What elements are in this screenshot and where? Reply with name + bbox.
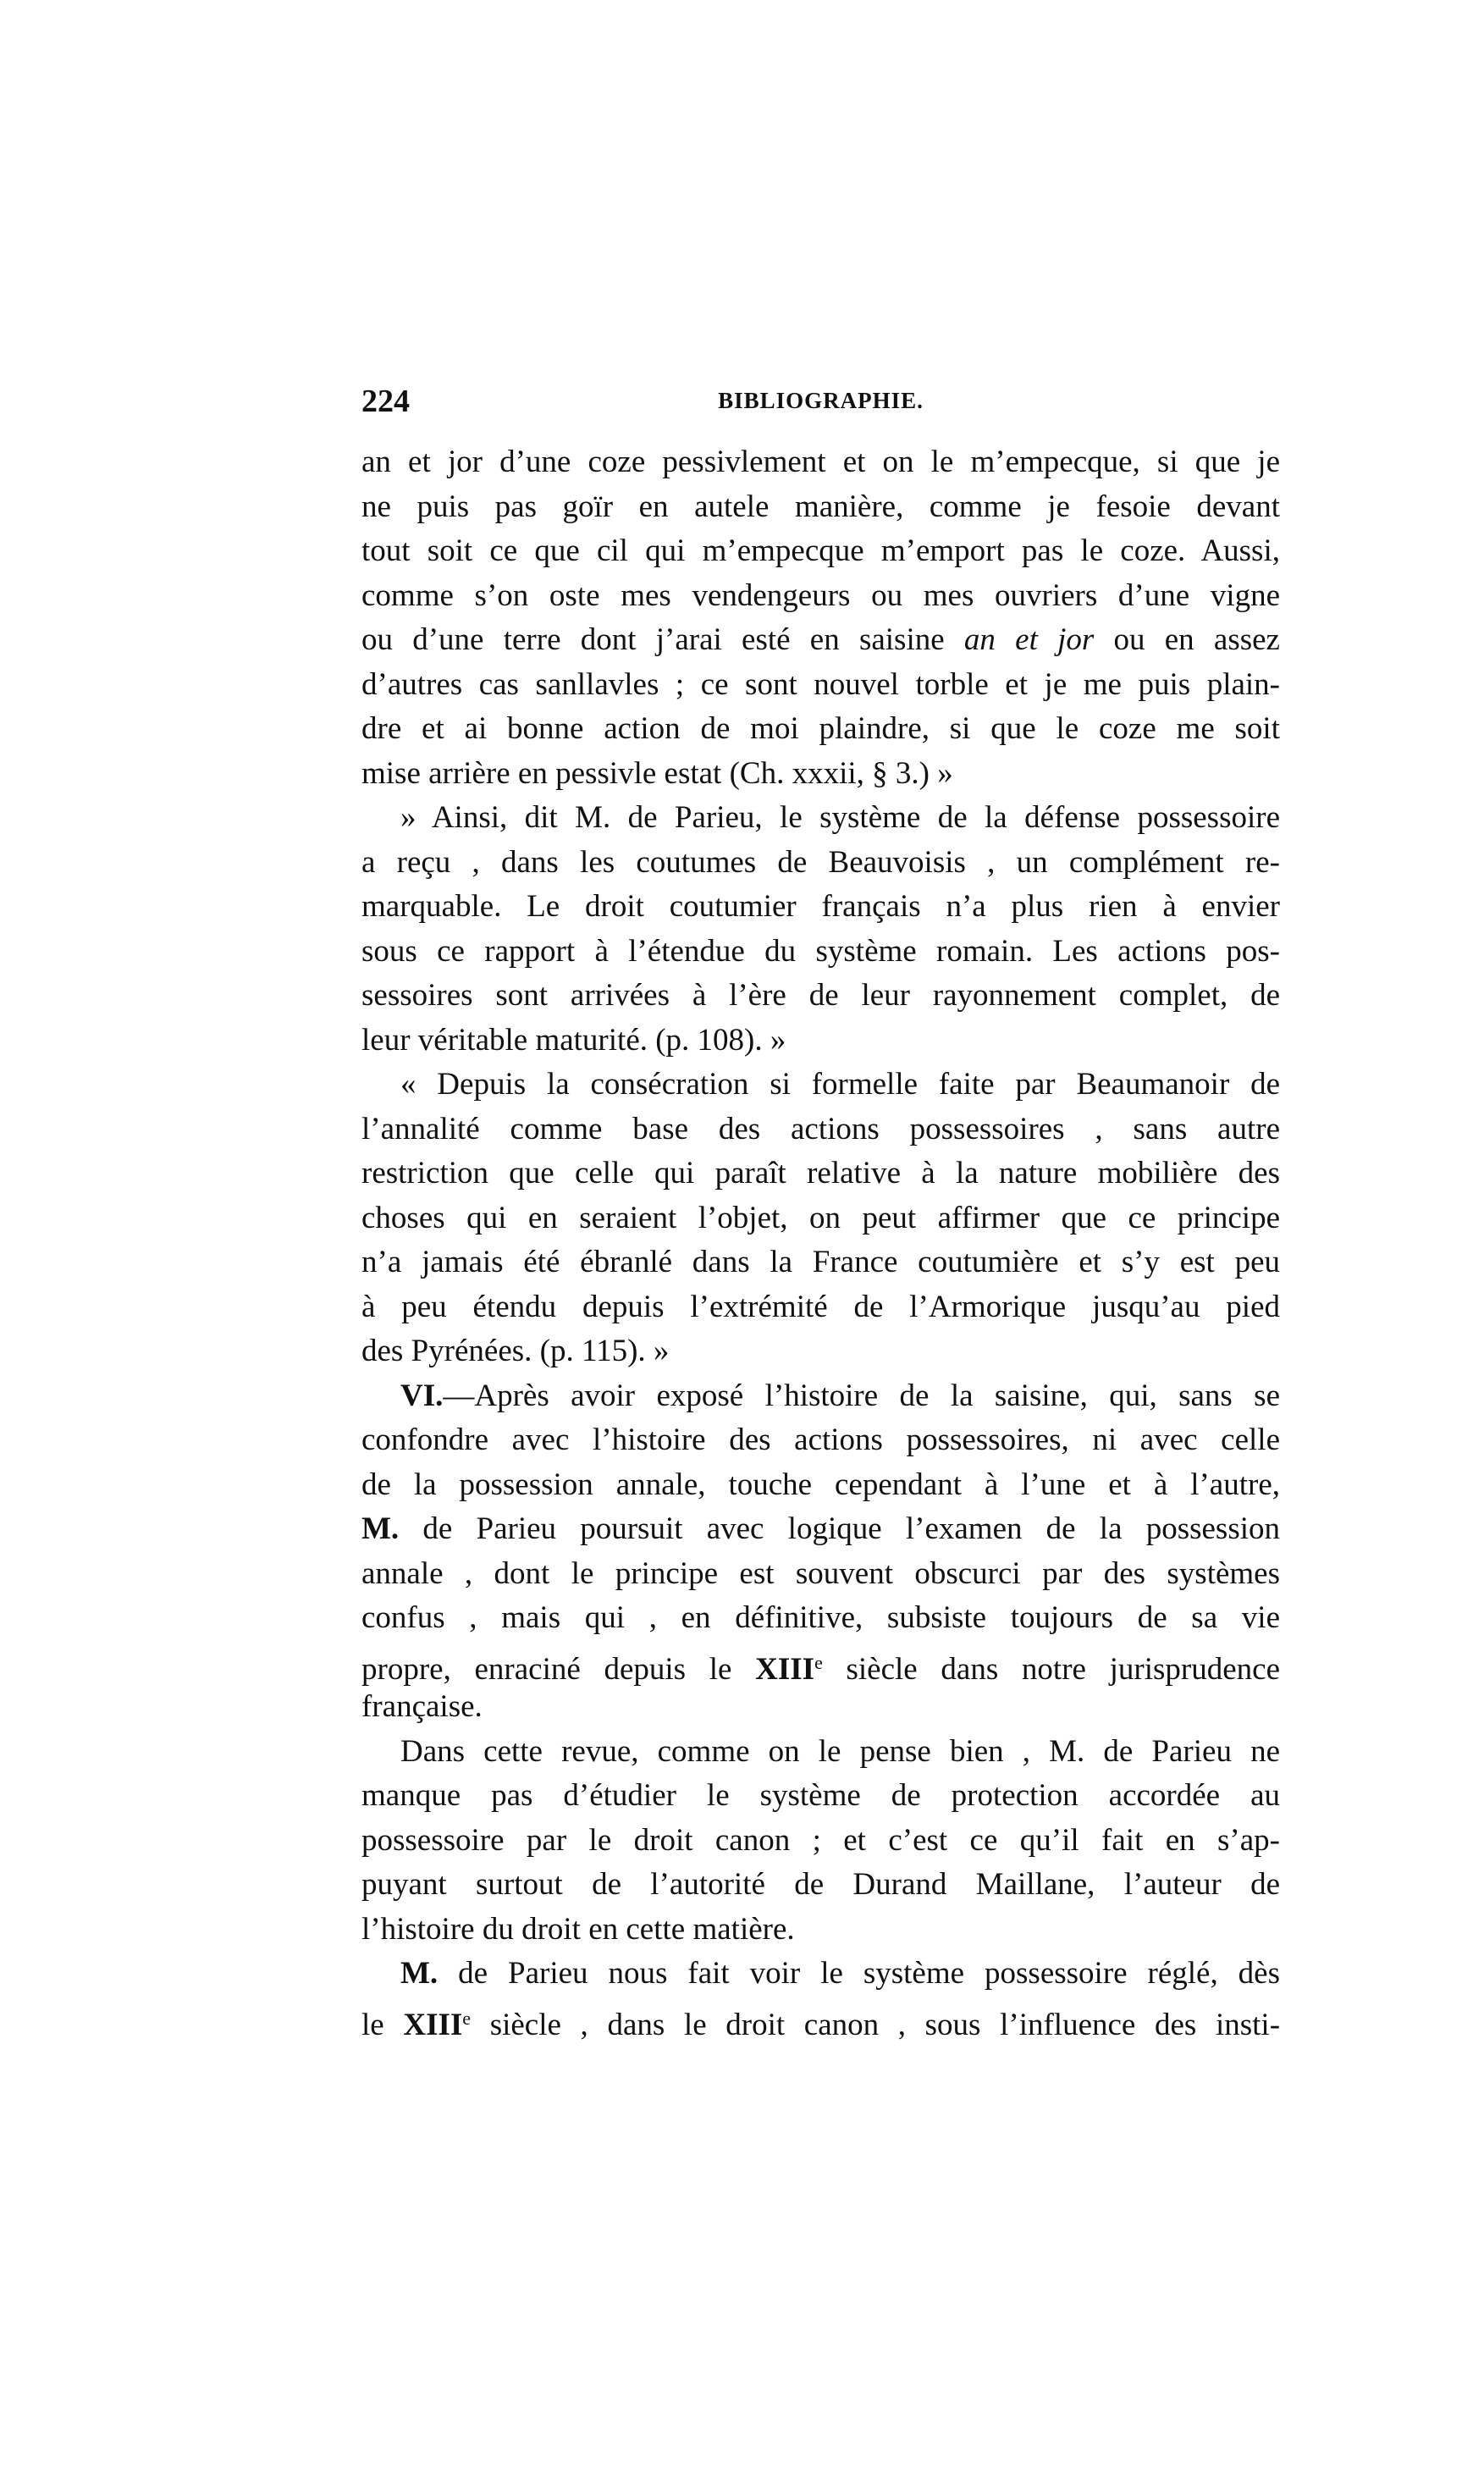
page-header [361, 383, 1280, 425]
text-segment: XIII [403, 2007, 463, 2042]
text-line [361, 930, 1280, 975]
text-segment: choses qui en seraient l’objet, on peut affirmer que ce principe [361, 1200, 1280, 1235]
text-segment: M. [361, 1511, 400, 1546]
text-line [361, 529, 1280, 574]
text-line [361, 1463, 1280, 1508]
text-segment: d’autres cas sanllavles ; ce sont nouvel torble et je me puis plain- [361, 666, 1280, 702]
page-number: 224 [361, 384, 410, 419]
text-line [361, 1685, 1280, 1730]
text-segment: an et jor [963, 622, 1095, 657]
text-segment: XIII [755, 1651, 815, 1687]
text-segment: Dans cette revue, comme on le pense bien , M. de Parieu ne [400, 1733, 1280, 1769]
text-segment: M. [400, 1956, 439, 1991]
text-segment: « Depuis la consécration si formelle faite par Beaumanoir de [400, 1067, 1280, 1102]
text-line [361, 1108, 1280, 1152]
text-segment: manque pas d’étudier le système de protection accordée au [361, 1778, 1280, 1813]
text-segment: confus , mais qui , en définitive, subsiste toujours de sa vie [361, 1600, 1280, 1635]
text-line [361, 752, 1280, 797]
text-line [361, 1952, 1280, 1997]
text-segment: l’histoire du droit en cette matière. [361, 1911, 795, 1947]
text-segment: puyant surtout de l’autorité de Durand Maillane, l’auteur de [361, 1867, 1280, 1902]
text-segment: possessoire par le droit canon ; et c’est ce qu’il fait en s’ap- [361, 1822, 1280, 1858]
text-line [361, 618, 1280, 663]
text-line [361, 1507, 1280, 1552]
body-text [361, 440, 1280, 2041]
text-segment: mise arrière en pessivle estat (Ch. xxxii, § 3.) » [361, 755, 953, 791]
text-line [361, 1374, 1280, 1419]
text-line [361, 1063, 1280, 1108]
text-segment: sous ce rapport à l’étendue du système romain. Les actions pos- [361, 933, 1280, 969]
text-line [361, 1552, 1280, 1597]
running-head: BIBLIOGRAPHIE. [718, 388, 924, 413]
text-line [361, 1730, 1280, 1775]
text-line [361, 1596, 1280, 1641]
text-segment: a reçu , dans les coutumes de Beauvoisis , un complément re- [361, 844, 1280, 880]
text-segment: n’a jamais été ébranlé dans la France coutumière et s’y est peu [361, 1245, 1280, 1279]
text-segment: confondre avec l’histoire des actions possessoires, ni avec celle [361, 1423, 1280, 1457]
text-line [361, 796, 1280, 841]
text-line [361, 1196, 1280, 1241]
text-segment: e [462, 2007, 472, 2029]
text-segment: annale , dont le principe est souvent obscurci par des systèmes [361, 1555, 1280, 1591]
text-line [361, 1019, 1280, 1063]
text-line [361, 1863, 1280, 1908]
text-segment: de Parieu poursuit avec logique l’examen de la possession [399, 1511, 1280, 1546]
text-line [361, 885, 1280, 930]
text-segment: des Pyrénées. (p. 115). » [361, 1334, 670, 1368]
text-segment: restriction que celle qui paraît relative à la nature mobilière des [361, 1156, 1280, 1191]
text-segment: sessoires sont arrivées à l’ère de leur rayonnement complet, de [361, 978, 1280, 1013]
text-segment: comme s’on oste mes vendengeurs ou mes ouvriers d’une vigne [361, 577, 1280, 613]
text-segment: tout soit ce que cil qui m’empecque m’emport pas le coze. Aussi, [361, 533, 1280, 568]
text-segment: ne puis pas goïr en autele manière, comme je fesoie devant [361, 489, 1280, 524]
text-segment: siècle dans notre jurisprudence [822, 1651, 1280, 1687]
text-segment: à peu étendu depuis l’extrémité de l’Armorique jusqu’au pied [361, 1289, 1280, 1324]
text-line [361, 485, 1280, 530]
text-line [361, 1908, 1280, 1953]
text-line [361, 707, 1280, 752]
text-line [361, 1240, 1280, 1285]
text-line [361, 440, 1280, 485]
text-line [361, 1997, 1280, 2041]
text-segment: ou d’une terre dont j’arai esté en saisine [361, 622, 964, 657]
text-line [361, 574, 1280, 619]
text-segment: le [361, 2007, 404, 2042]
text-segment: —Après avoir exposé l’histoire de la saisine, qui, sans se [443, 1378, 1280, 1413]
text-segment: leur véritable maturité. (p. 108). » [361, 1022, 786, 1058]
text-line [361, 1819, 1280, 1864]
text-line [361, 1774, 1280, 1819]
text-segment: an et jor d’une coze pessivlement et on le m’empecque, si que je [361, 445, 1280, 479]
text-segment: de la possession annale, touche cependant à l’une et à l’autre, [361, 1467, 1280, 1502]
text-segment: française. [361, 1689, 483, 1724]
text-line [361, 1329, 1280, 1374]
text-line [361, 1418, 1280, 1463]
text-segment: de Parieu nous fait voir le système possessoire réglé, dès [438, 1956, 1280, 1991]
text-segment: » Ainsi, dit M. de Parieu, le système de la défense possessoire [400, 800, 1280, 835]
text-segment: e [814, 1651, 823, 1673]
text-line [361, 1285, 1280, 1330]
text-segment: VI. [400, 1378, 444, 1413]
text-line [361, 663, 1280, 708]
text-segment: siècle , dans le droit canon , sous l’influence des insti- [471, 2007, 1281, 2042]
text-line [361, 841, 1280, 886]
text-segment: l’annalité comme base des actions possessoires , sans autre [361, 1111, 1280, 1146]
text-segment: ou en assez [1094, 622, 1280, 657]
text-line [361, 1152, 1280, 1196]
text-segment: propre, enraciné depuis le [361, 1651, 756, 1687]
text-line [361, 974, 1280, 1019]
text-segment: dre et ai bonne action de moi plaindre, si que le coze me soit [361, 711, 1280, 746]
text-segment: marquable. Le droit coutumier français n’a plus rien à envier [361, 889, 1280, 924]
text-line [361, 1641, 1280, 1686]
